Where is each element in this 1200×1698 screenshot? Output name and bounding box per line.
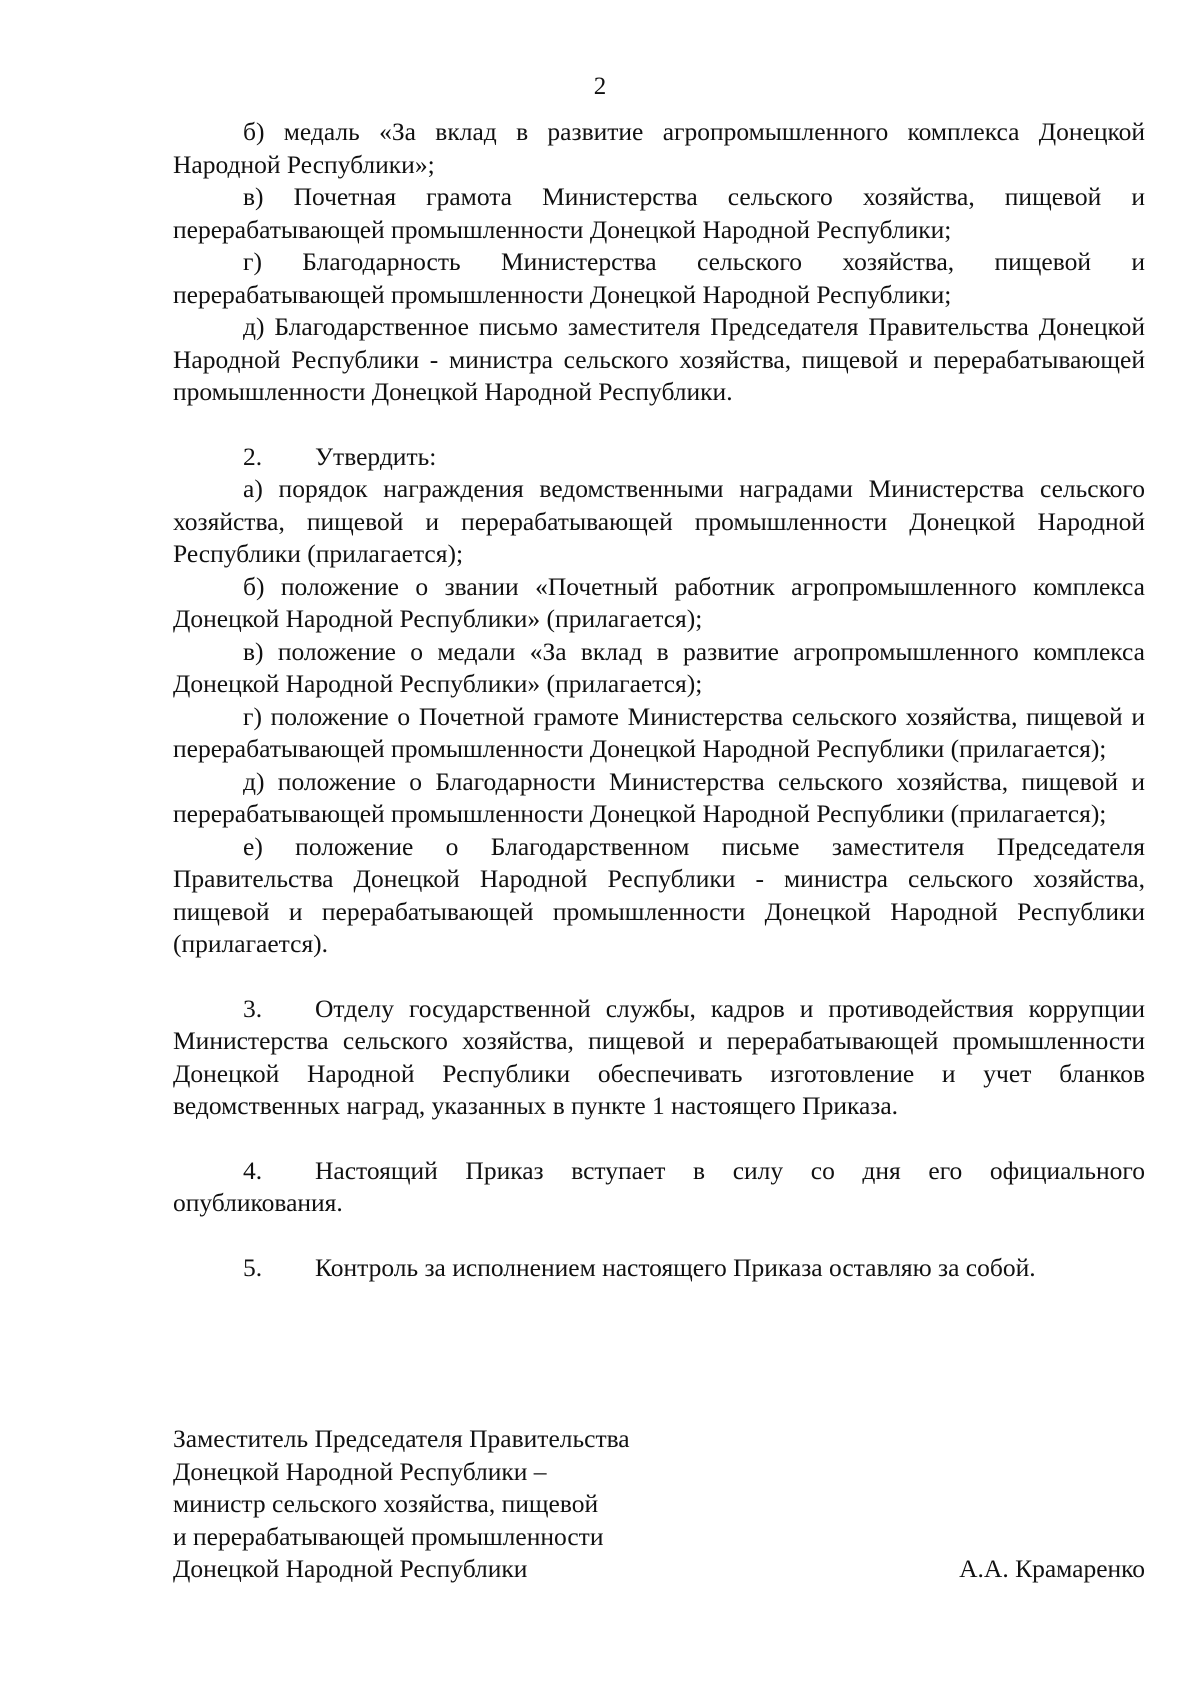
signatory-title-line: министр сельского хозяйства, пищевой	[173, 1489, 599, 1518]
list-item: г) Благодарность Министерства сельского хозяйства, пищевой и перерабатывающей промышленности Донецкой Народной Республики;	[173, 247, 1145, 309]
signatory-name: А.А. Крамаренко	[959, 1554, 1145, 1583]
list-item: д) положение о Благодарности Министерства сельского хозяйства, пищевой и перерабатывающей промышленности Донецкой Народной Республики (прилагается);	[173, 766, 1145, 828]
point-4	[173, 1155, 1145, 1220]
page-number: 2	[593, 73, 607, 100]
signatory-title-line: Донецкой Народной Республики	[173, 1554, 528, 1583]
point-text: Утвердить:	[315, 441, 437, 471]
point-3	[173, 993, 1145, 1123]
signatory-title-line: Донецкой Народной Республики –	[173, 1456, 547, 1486]
list-item: а) порядок награждения ведомственными наградами Министерства сельского хозяйства, пищевой и перерабатывающей промышленности Донецкой Народной Республики (прилагается);	[173, 474, 1145, 568]
signatory-title-line: Заместитель Председателя Правительства	[173, 1424, 630, 1453]
signatory-last-row	[173, 1553, 1145, 1586]
point-number: 5.	[243, 1252, 263, 1282]
point-text: Отделу государственной службы, кадров и противодействия коррупции Министерства сельского хозяйства, пищевой и перерабатывающей промышленности Донецкой Народной Республики обеспечивать изготовление и учет бланков ведомственных наград, указанных в пункте 1 настоящего Приказа.	[173, 993, 1145, 1120]
paragraph-gap	[173, 1123, 1145, 1155]
paragraph-gap	[173, 1220, 1145, 1252]
list-item: в) положение о медали «За вклад в развитие агропромышленного комплекса Донецкой Народной Республики» (прилагается);	[173, 636, 1145, 698]
list-item: е) положение о Благодарственном письме заместителя Председателя Правительства Донецкой Народной Республики - министра сельского хозяйства, пищевой и перерабатывающей промышленности Донецкой Народной Республики (прилагается).	[173, 831, 1145, 958]
list-item: б) положение о звании «Почетный работник агропромышленного комплекса Донецкой Народной Республики» (прилагается);	[173, 571, 1145, 633]
point-2-heading	[173, 441, 1145, 474]
signature-block	[173, 1423, 1145, 1586]
signatory-title-line: и перерабатывающей промышленности	[173, 1521, 604, 1551]
point-text: Контроль за исполнением настоящего Приказа оставляю за собой.	[315, 1252, 1036, 1282]
paragraph-gap	[173, 961, 1145, 993]
list-item: г) положение о Почетной грамоте Министерства сельского хозяйства, пищевой и перерабатывающей промышленности Донецкой Народной Республики (прилагается);	[173, 701, 1145, 763]
point-5	[173, 1252, 1145, 1285]
document-body	[173, 116, 1145, 1284]
point-text: Настоящий Приказ вступает в силу со дня его официального опубликования.	[173, 1155, 1145, 1217]
point-number: 4.	[243, 1155, 263, 1185]
point-number: 3.	[243, 993, 263, 1023]
point-number: 2.	[243, 441, 263, 471]
paragraph-gap	[173, 409, 1145, 441]
list-item: д) Благодарственное письмо заместителя Председателя Правительства Донецкой Народной Республики - министра сельского хозяйства, пищевой и перерабатывающей промышленности Донецкой Народной Республики.	[173, 312, 1145, 406]
list-item: б) медаль «За вклад в развитие агропромышленного комплекса Донецкой Народной Республики»;	[173, 117, 1145, 179]
list-item: в) Почетная грамота Министерства сельского хозяйства, пищевой и перерабатывающей промышленности Донецкой Народной Республики;	[173, 182, 1145, 244]
